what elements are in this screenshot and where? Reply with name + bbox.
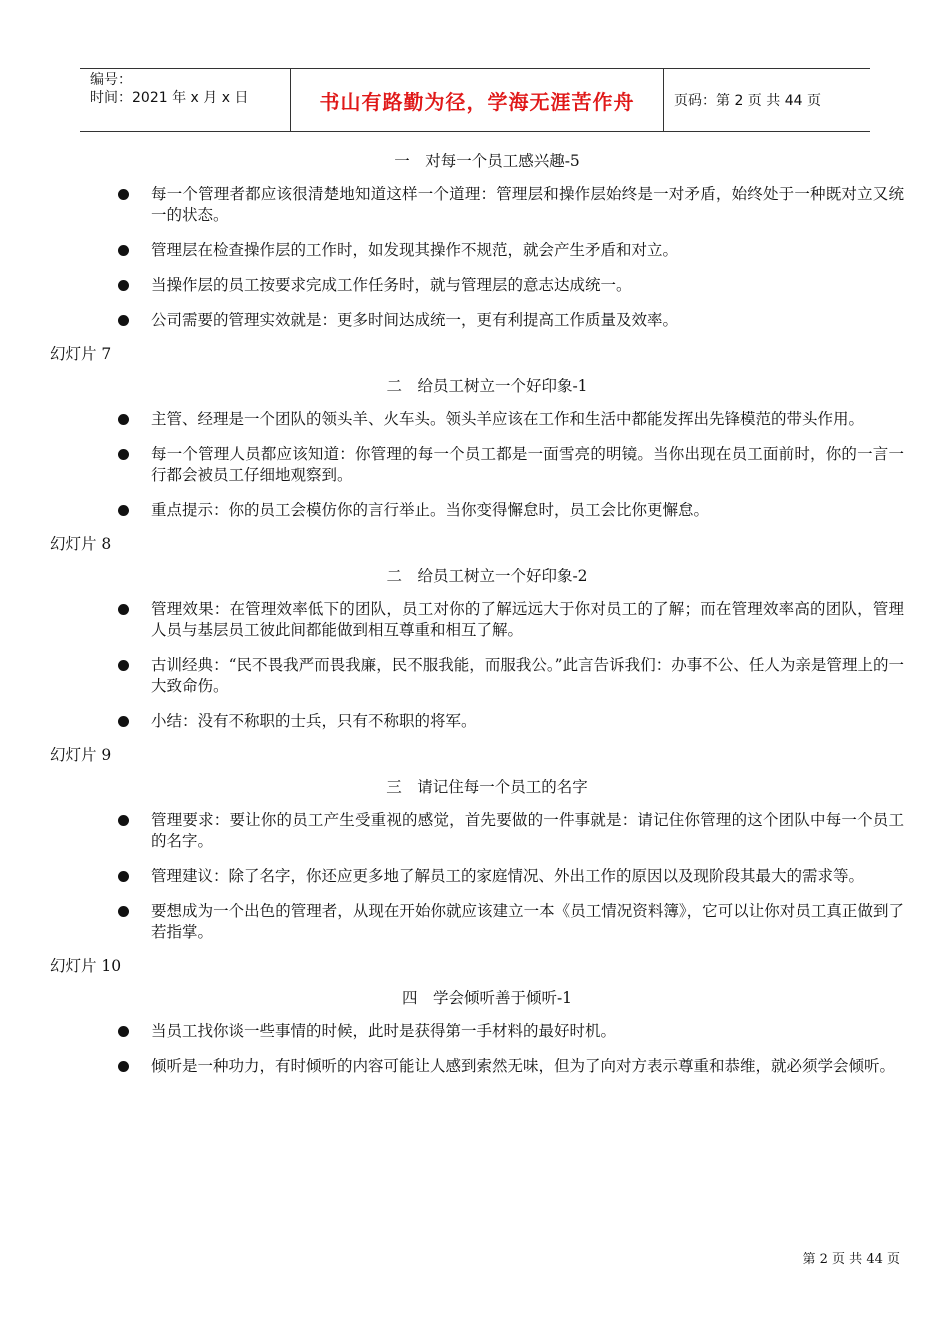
list-item xyxy=(0,1056,950,1077)
slide-label: 幻灯片 9 xyxy=(50,746,112,764)
list-item xyxy=(0,310,950,331)
bullet-list xyxy=(0,184,950,331)
list-item-text: 小结：没有不称职的士兵，只有不称职的将军。 xyxy=(151,712,477,730)
section-title: 二 给员工树立一个好印象-2 xyxy=(386,567,588,585)
page-header xyxy=(80,68,870,132)
list-item-text: 要想成为一个出色的管理者，从现在开始你就应该建立一本《员工情况资料簿》，它可以让你对员工真正做到了若指掌。 xyxy=(151,902,904,941)
slide-label: 幻灯片 7 xyxy=(50,345,112,363)
bullet-dot-icon xyxy=(118,716,129,727)
list-item-text: 管理要求：要让你的员工产生受重视的感觉，首先要做的一件事就是：请记住你管理的这个团队中每一个员工的名字。 xyxy=(151,811,904,850)
bullet-dot-icon xyxy=(118,604,129,615)
header-meta xyxy=(80,69,290,131)
list-item xyxy=(0,275,950,296)
bullet-dot-icon xyxy=(118,1061,129,1072)
list-item xyxy=(0,409,950,430)
footer-page-number: 第 2 页 共 44 页 xyxy=(802,1252,900,1267)
list-item-text: 每一个管理者都应该很清楚地知道这样一个道理：管理层和操作层始终是一对矛盾，始终处于一种既对立又统一的状态。 xyxy=(151,185,904,224)
section-title: 三 请记住每一个员工的名字 xyxy=(386,778,588,796)
header-page-number: 页码：第 2 页 共 44 页 xyxy=(674,93,821,109)
bullet-dot-icon xyxy=(118,1026,129,1037)
list-item-text: 每一个管理人员都应该知道：你管理的每一个员工都是一面雪亮的明镜。当你出现在员工面前时，你的一言一行都会被员工仔细地观察到。 xyxy=(151,445,904,484)
list-item xyxy=(0,240,950,261)
header-motto: 书山有路勤为径，学海无涯苦作舟 xyxy=(290,69,664,131)
header-number-label: 编号： xyxy=(90,72,132,88)
slide-label: 幻灯片 10 xyxy=(50,957,122,975)
section-title: 一 对每一个员工感兴趣-5 xyxy=(394,152,580,170)
bullet-list xyxy=(0,810,950,943)
list-item xyxy=(0,1021,950,1042)
bullet-list xyxy=(0,409,950,521)
bullet-dot-icon xyxy=(118,414,129,425)
list-item xyxy=(0,500,950,521)
list-item-text: 公司需要的管理实效就是：更多时间达成统一，更有利提高工作质量及效率。 xyxy=(151,311,679,329)
bullet-list xyxy=(0,1021,950,1077)
bullet-dot-icon xyxy=(118,245,129,256)
header-date-label: 时间：2021 年 x 月 x 日 xyxy=(90,90,249,106)
list-item xyxy=(0,444,950,486)
bullet-dot-icon xyxy=(118,280,129,291)
bullet-dot-icon xyxy=(118,906,129,917)
bullet-list xyxy=(0,599,950,732)
list-item xyxy=(0,599,950,641)
document-body xyxy=(0,150,950,1077)
bullet-dot-icon xyxy=(118,871,129,882)
list-item xyxy=(0,901,950,943)
slide-label: 幻灯片 8 xyxy=(50,535,112,553)
list-item-text: 主管、经理是一个团队的领头羊、火车头。领头羊应该在工作和生活中都能发挥出先锋模范的带头作用。 xyxy=(151,410,865,428)
list-item xyxy=(0,655,950,697)
section-title: 二 给员工树立一个好印象-1 xyxy=(386,377,588,395)
bullet-dot-icon xyxy=(118,449,129,460)
list-item xyxy=(0,866,950,887)
section-title: 四 学会倾听善于倾听-1 xyxy=(401,989,573,1007)
bullet-dot-icon xyxy=(118,189,129,200)
list-item-text: 倾听是一种功力，有时倾听的内容可能让人感到索然无味，但为了向对方表示尊重和恭维，就必须学会倾听。 xyxy=(151,1057,896,1075)
bullet-dot-icon xyxy=(118,660,129,671)
list-item-text: 重点提示：你的员工会模仿你的言行举止。当你变得懈怠时，员工会比你更懈怠。 xyxy=(151,501,710,519)
list-item-text: 管理层在检查操作层的工作时，如发现其操作不规范，就会产生矛盾和对立。 xyxy=(151,241,679,259)
list-item-text: 当员工找你谈一些事情的时候，此时是获得第一手材料的最好时机。 xyxy=(151,1022,617,1040)
bullet-dot-icon xyxy=(118,815,129,826)
list-item-text: 管理建议：除了名字，你还应更多地了解员工的家庭情况、外出工作的原因以及现阶段其最大的需求等。 xyxy=(151,867,865,885)
bullet-dot-icon xyxy=(118,505,129,516)
list-item xyxy=(0,184,950,226)
list-item-text: 管理效果：在管理效率低下的团队，员工对你的了解远远大于你对员工的了解；而在管理效率高的团队，管理人员与基层员工彼此间都能做到相互尊重和相互了解。 xyxy=(151,600,904,639)
list-item xyxy=(0,810,950,852)
list-item-text: 古训经典：“民不畏我严而畏我廉，民不服我能，而服我公。”此言告诉我们：办事不公、任人为亲是管理上的一大致命伤。 xyxy=(151,656,904,695)
bullet-dot-icon xyxy=(118,315,129,326)
list-item xyxy=(0,711,950,732)
list-item-text: 当操作层的员工按要求完成工作任务时，就与管理层的意志达成统一。 xyxy=(151,276,632,294)
